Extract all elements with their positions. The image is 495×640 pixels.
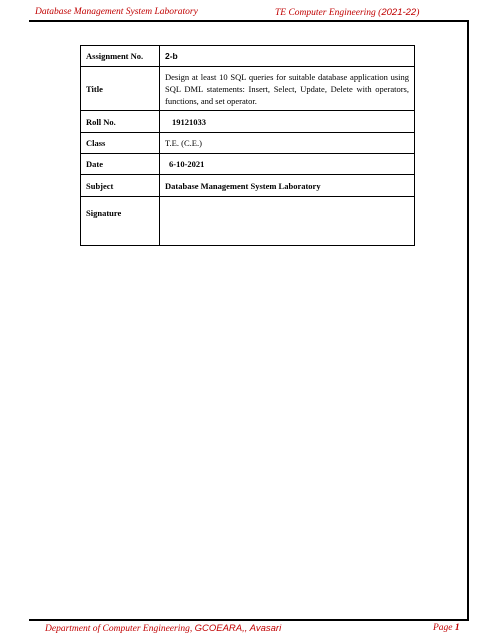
- table-row: [81, 46, 415, 67]
- header-year: 2021-22: [381, 7, 417, 18]
- title-value: Design at least 10 SQL queries for suitable database application using SQL DML statements: Insert, Select, Update, Delete with operators, functions, and set operator.: [160, 67, 415, 111]
- table-row: [81, 154, 415, 175]
- footer-department-prefix: Department of Computer Engineering,: [45, 624, 195, 634]
- roll-value: 19121033: [160, 111, 415, 133]
- subject-value: Database Management System Laboratory: [160, 175, 415, 197]
- date-label: Date: [81, 154, 160, 175]
- header-lab-name: Database Management System Laboratory: [35, 7, 198, 17]
- page-label: Page: [433, 623, 453, 633]
- table-row: [81, 67, 415, 111]
- header-course-suffix: ): [416, 8, 420, 18]
- header-course-prefix: TE Computer Engineering (: [275, 8, 382, 18]
- header-course: [275, 7, 419, 18]
- table-row: [81, 197, 415, 246]
- footer-page: [433, 623, 460, 633]
- table-row: [81, 175, 415, 197]
- header-rule: [29, 20, 469, 22]
- page-number: 1: [454, 623, 460, 633]
- footer-rule: [29, 619, 469, 621]
- footer-department: [45, 623, 281, 634]
- assignment-label: Assignment No.: [81, 46, 160, 67]
- assignment-value: 2-b: [160, 46, 415, 67]
- right-border-rule: [467, 21, 469, 620]
- footer-college: GCOEARA,, Avasari: [194, 623, 282, 634]
- table-row: [81, 133, 415, 154]
- signature-label: Signature: [81, 197, 160, 246]
- class-value: T.E. (C.E.): [160, 133, 415, 154]
- assignment-info-table: [80, 45, 415, 246]
- title-label: Title: [81, 67, 160, 111]
- roll-label: Roll No.: [81, 111, 160, 133]
- subject-label: Subject: [81, 175, 160, 197]
- table-row: [81, 111, 415, 133]
- date-value: 6-10-2021: [160, 154, 415, 175]
- class-label: Class: [81, 133, 160, 154]
- signature-value: [160, 197, 415, 246]
